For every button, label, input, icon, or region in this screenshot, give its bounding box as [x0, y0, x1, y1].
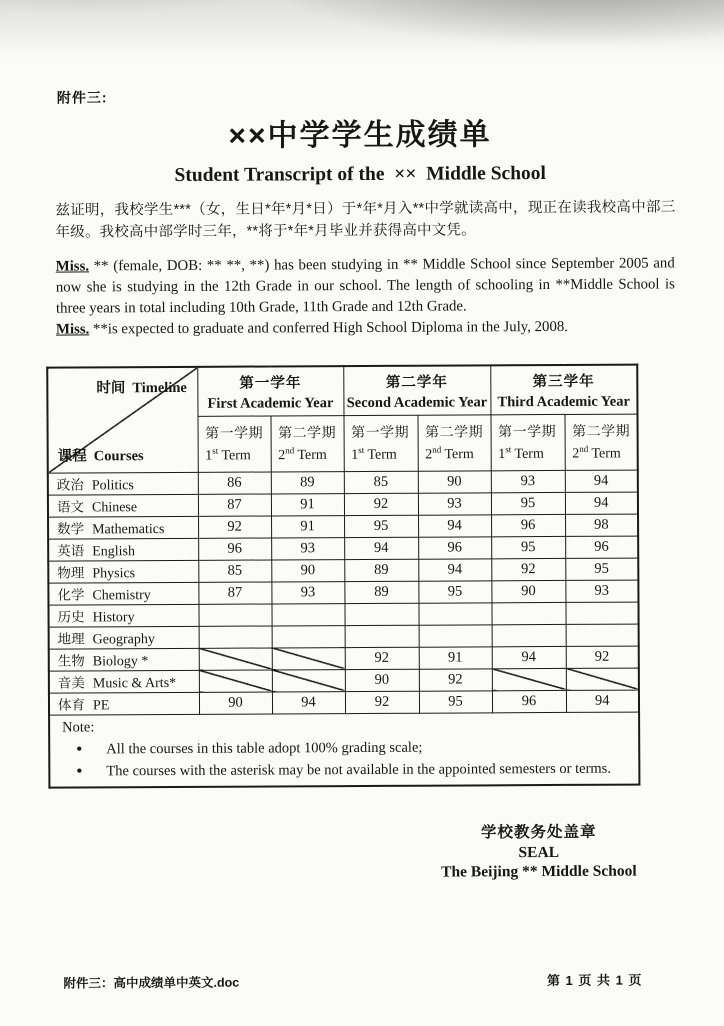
score-cell: 90	[491, 580, 565, 602]
course-name-zh: 英语	[57, 542, 85, 559]
course-name-zh: 音美	[57, 674, 85, 691]
score-cell: 95	[565, 558, 638, 580]
seal-school-name: The Beijing ** Middle School	[441, 862, 637, 881]
score-cell: 89	[271, 471, 344, 493]
table-row	[48, 602, 638, 627]
score-cell	[419, 624, 492, 646]
course-name-en: Politics	[91, 477, 134, 493]
course-name-cell	[49, 692, 199, 715]
score-cell: 91	[271, 515, 344, 537]
score-cell: 96	[492, 690, 566, 712]
page-footer	[63, 970, 642, 992]
score-cell	[418, 602, 491, 624]
course-name-en: Music & Arts*	[92, 675, 177, 691]
course-name-cell	[49, 626, 199, 649]
intro-en-text-2: **is expected to graduate and conferred High School Diploma in the July, 2008.	[89, 318, 568, 338]
not-available-slash-cell	[199, 669, 272, 691]
footer-page-number: 第 1 页 共 1 页	[546, 972, 643, 989]
score-cell: 95	[418, 580, 491, 602]
score-cell: 92	[566, 646, 639, 668]
course-name-en: English	[92, 543, 136, 559]
score-cell: 85	[344, 471, 418, 493]
score-cell: 90	[199, 691, 272, 713]
score-cell	[345, 625, 419, 647]
course-name-zh: 体育	[57, 696, 86, 713]
course-name-zh: 数学	[57, 520, 85, 537]
course-name-cell	[48, 582, 198, 605]
bullet-icon: ●	[76, 742, 83, 754]
note-item-text: All the courses in this table adopt 100% grading scale;	[106, 739, 423, 757]
table-row	[48, 558, 638, 583]
attachment-label: 附件三:	[56, 89, 108, 106]
score-cell	[199, 625, 272, 647]
table-row	[48, 536, 638, 561]
year-header-2: 第二学年 Second Academic Year	[343, 365, 490, 415]
course-name-zh: 历史	[57, 608, 85, 625]
course-name-en: Physics	[92, 565, 136, 581]
table-row	[48, 514, 638, 539]
score-cell: 95	[491, 536, 565, 558]
note-item	[62, 738, 628, 758]
score-cell: 92	[345, 647, 419, 669]
note-item-text: The courses with the asterisk may be not available in the appointed semesters or terms.	[106, 760, 611, 779]
timeline-header: 时间 Timeline	[96, 379, 187, 397]
table-row	[49, 624, 639, 649]
miss-label: Miss.	[55, 258, 90, 275]
year-header-3: 第三学年 Third Academic Year	[490, 365, 637, 415]
table-row	[49, 690, 639, 715]
score-cell: 93	[491, 470, 565, 492]
year-header-1: 第一学年 First Academic Year	[197, 366, 343, 416]
table-row	[48, 492, 638, 517]
score-cell: 92	[344, 493, 418, 515]
course-name-en: Chemistry	[92, 587, 151, 603]
course-name-cell	[49, 648, 199, 671]
score-cell: 93	[565, 580, 638, 602]
score-cell: 96	[565, 536, 638, 558]
course-name-en: Biology *	[92, 653, 149, 669]
score-cell: 93	[271, 537, 344, 559]
note-title: Note:	[62, 718, 95, 736]
intro-paragraph-en	[56, 253, 675, 340]
courses-header: 课程 Courses	[57, 447, 144, 465]
score-cell: 94	[344, 537, 418, 559]
score-cell: 94	[565, 470, 638, 492]
score-cell: 92	[419, 668, 492, 690]
score-cell: 89	[344, 581, 418, 603]
score-cell: 94	[566, 690, 639, 712]
not-available-slash-cell	[272, 647, 345, 669]
score-cell: 98	[565, 514, 638, 536]
score-cell	[566, 624, 639, 646]
intro-en-paragraph-2	[56, 316, 675, 340]
table-row	[49, 646, 639, 671]
course-name-cell	[48, 472, 198, 495]
course-name-cell	[48, 494, 198, 517]
transcript-table	[46, 364, 640, 789]
score-cell: 92	[491, 558, 565, 580]
score-cell: 94	[492, 646, 566, 668]
note-section	[49, 712, 639, 788]
course-name-cell	[48, 538, 198, 561]
score-cell: 87	[198, 493, 271, 515]
score-cell	[272, 625, 345, 647]
intro-paragraph-zh: 兹证明，我校学生***（女，生日*年*月*日）于*年*月入**中学就读高中，现正在读我校高中部三年级。我校高中部学时三年，**将于*年*月毕业并获得高中文凭。	[55, 199, 676, 241]
course-name-cell	[49, 670, 199, 693]
score-cell: 89	[344, 559, 418, 581]
not-available-slash-cell	[492, 668, 566, 690]
course-name-zh: 物理	[57, 564, 85, 581]
document-title-zh: ××中学学生成绩单	[228, 118, 492, 153]
footer-filename: 附件三：高中成绩单中英文.doc	[63, 975, 240, 991]
course-name-cell	[48, 560, 198, 583]
score-cell: 95	[419, 690, 492, 712]
score-cell: 87	[198, 581, 271, 603]
corner-header-cell	[47, 367, 198, 473]
year-header-row	[47, 365, 637, 417]
term-header-1: 第一学期 1st Term	[197, 415, 270, 471]
score-cell	[491, 602, 565, 624]
score-cell: 94	[565, 492, 638, 514]
score-cell: 90	[345, 669, 419, 691]
intro-en-paragraph-1	[56, 253, 675, 319]
score-cell: 90	[418, 470, 491, 492]
course-name-cell	[48, 516, 198, 539]
score-cell	[198, 603, 271, 625]
course-name-zh: 语文	[56, 498, 85, 515]
score-cell: 95	[491, 492, 565, 514]
course-name-en: PE	[92, 697, 110, 713]
table-row	[48, 470, 638, 495]
seal-line-en: SEAL	[518, 843, 560, 861]
not-available-slash-cell	[272, 669, 345, 691]
score-cell: 90	[271, 559, 344, 581]
note-row	[49, 712, 639, 788]
score-cell: 93	[418, 492, 491, 514]
term-header-5: 第一学期 1st Term	[491, 414, 565, 470]
course-name-zh: 地理	[57, 630, 85, 647]
bullet-icon: ●	[76, 764, 83, 776]
note-item	[62, 760, 628, 780]
term-header-2: 第二学期 2nd Term	[270, 415, 343, 471]
score-cell: 94	[418, 514, 491, 536]
term-header-6: 第二学期 2nd Term	[565, 414, 638, 470]
score-cell	[344, 603, 418, 625]
course-name-zh: 生物	[57, 652, 85, 669]
course-name-zh: 政治	[56, 476, 84, 493]
course-name-zh: 化学	[57, 586, 85, 603]
course-name-en: Mathematics	[92, 521, 165, 537]
score-cell: 85	[198, 559, 271, 581]
course-name-en: Chinese	[91, 499, 138, 515]
score-cell: 91	[271, 493, 344, 515]
intro-en-text-1: ** (female, DOB: ** **, **) has been studying in ** Middle School since September 2005 and now she is studying in the 12th Grade in our school. The length of schooling in **Middle School is three years in total including 10th Grade, 11th Grade and 12th Grade.	[55, 255, 675, 317]
score-cell: 92	[345, 691, 419, 713]
score-cell	[565, 602, 638, 624]
seal-block	[414, 822, 664, 882]
not-available-slash-cell	[566, 668, 639, 690]
course-name-en: Geography	[92, 631, 155, 647]
term-header-4: 第二学期 2nd Term	[417, 414, 490, 470]
not-available-slash-cell	[199, 647, 272, 669]
score-cell: 95	[344, 515, 418, 537]
score-cell: 96	[418, 536, 491, 558]
score-cell: 94	[272, 691, 345, 713]
miss-label: Miss.	[55, 321, 90, 338]
seal-line-zh: 学校教务处盖章	[480, 823, 597, 842]
grades-tbody	[48, 470, 639, 715]
score-cell: 91	[419, 646, 492, 668]
score-cell: 86	[198, 471, 271, 493]
course-name-cell	[48, 604, 198, 627]
score-cell: 96	[491, 514, 565, 536]
score-cell	[271, 603, 344, 625]
score-cell	[492, 624, 566, 646]
course-name-en: History	[92, 609, 135, 625]
document-title-en: Student Transcript of the ×× Middle School	[174, 163, 547, 186]
score-cell: 96	[198, 537, 271, 559]
score-cell: 94	[418, 558, 491, 580]
table-row	[49, 668, 639, 693]
score-cell: 92	[198, 515, 271, 537]
term-header-3: 第一学期 1st Term	[343, 415, 417, 471]
table-row	[48, 580, 638, 605]
score-cell: 93	[271, 581, 344, 603]
